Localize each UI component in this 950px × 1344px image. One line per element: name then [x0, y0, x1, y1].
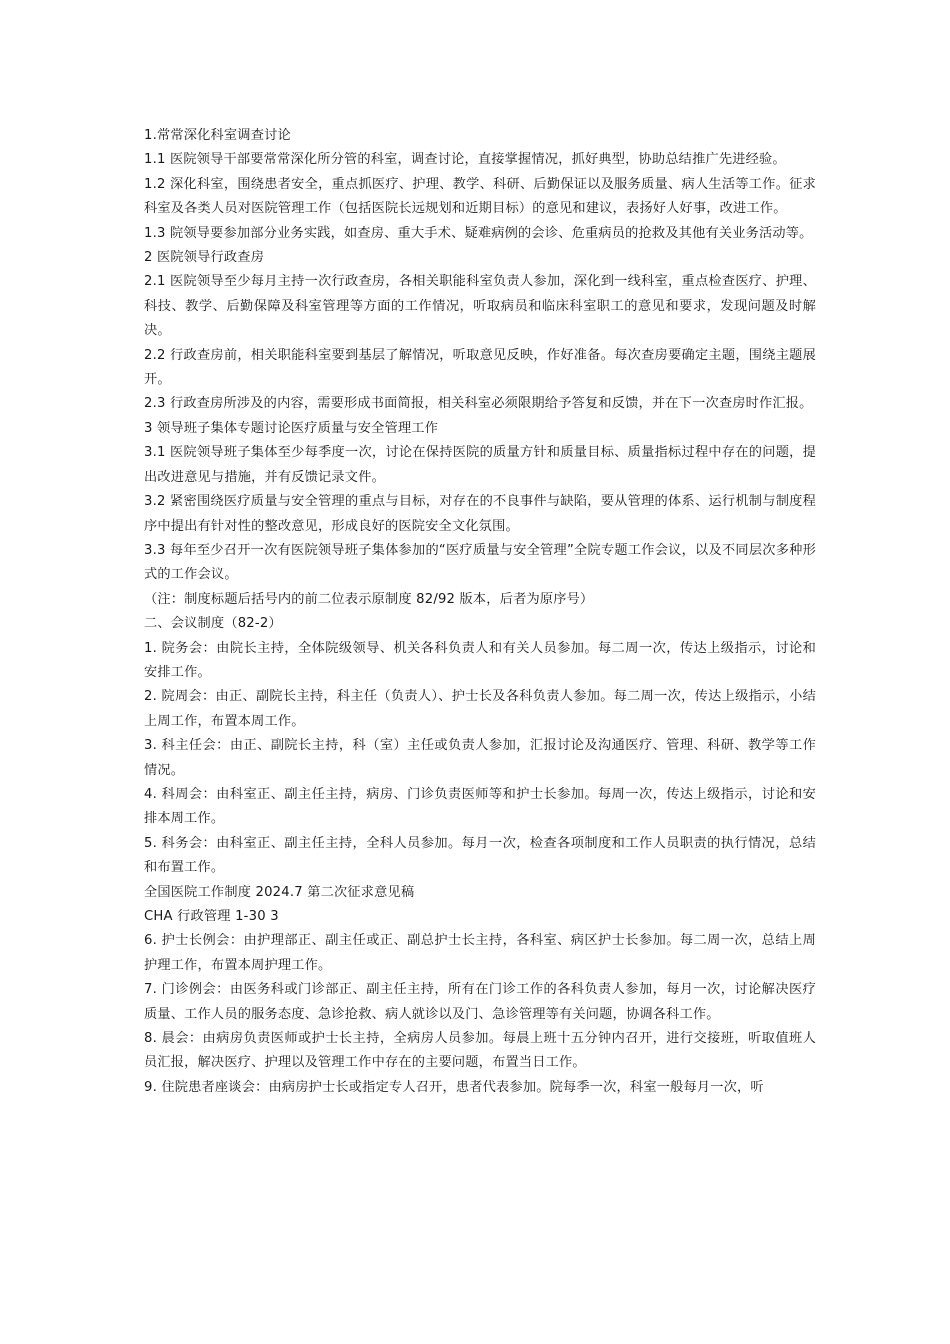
paragraph-2-2: 2.2 行政查房前，相关职能科室要到基层了解情况，听取意见反映，作好准备。每次查房要确定主题，围绕主题展开。	[144, 347, 816, 388]
heading-2: 2 医院领导行政查房	[144, 250, 265, 266]
meeting-item-6: 6. 护士长例会：由护理部正、副主任或正、副总护士长主持，各科室、病区护士长参加。每二周一次，总结上周护理工作，布置本周护理工作。	[144, 933, 816, 973]
paragraph-1-2: 1.2 深化科室，围绕患者安全，重点抓医疗、护理、教学、科研、后勤保证以及服务质量、病人生活等工作。征求科室及各类人员对医院管理工作（包括医院长远规划和近期目标）的意见和建议，表扬好人好事，改进工作。	[144, 176, 816, 217]
note: （注：制度标题后括号内的前二位表示原制度 82/92 版本，后者为原序号）	[144, 591, 594, 607]
meeting-item-2: 2. 院周会：由正、副院长主持，科主任（负责人）、护士长及各科负责人参加。每二周一次，传达上级指示，小结上周工作，布置本周工作。	[144, 689, 816, 729]
meeting-item-4: 4. 科周会：由科室正、副主任主持，病房、门诊负责医师等和护士长参加。每周一次，传达上级指示，讨论和安排本周工作。	[144, 786, 816, 827]
meeting-item-9: 9. 住院患者座谈会：由病房护士长或指定专人召开，患者代表参加。院每季一次，科室一般每月一次，听	[144, 1079, 764, 1095]
running-header: CHA 行政管理 1-30 3	[144, 909, 279, 924]
document-page	[144, 124, 816, 1100]
meeting-item-8: 8. 晨会：由病房负责医师或护士长主持，全病房人员参加。每晨上班十五分钟内召开，进行交接班，听取值班人员汇报，解决医疗、护理以及管理工作中存在的主要问题，布置当日工作。	[144, 1031, 816, 1071]
heading-3: 3 领导班子集体专题讨论医疗质量与安全管理工作	[144, 420, 439, 436]
heading-1: 1.常常深化科室调查讨论	[144, 128, 291, 143]
paragraph-3-2: 3.2 紧密围绕医疗质量与安全管理的重点与目标，对存在的不良事件与缺陷，要从管理的体系、运行机制与制度程序中提出有针对性的整改意见，形成良好的医院安全文化氛围。	[144, 494, 816, 534]
meeting-item-1: 1. 院务会：由院长主持，全体院级领导、机关各科负责人和有关人员参加。每二周一次，传达上级指示，讨论和安排工作。	[144, 640, 816, 680]
meeting-item-5: 5. 科务会：由科室正、副主任主持，全科人员参加。每月一次，检查各项制度和工作人员职责的执行情况，总结和布置工作。	[144, 835, 816, 876]
section-heading-meetings: 二、会议制度（82-2）	[144, 616, 282, 632]
paragraph-1-1: 1.1 医院领导干部要常常深化所分管的科室，调查讨论，直接掌握情况，抓好典型，协助总结推广先进经验。	[144, 152, 786, 168]
running-footer: 全国医院工作制度 2024.7 第二次征求意见稿	[144, 884, 415, 900]
meeting-item-3: 3. 科主任会：由正、副院长主持，科（室）主任或负责人参加，汇报讨论及沟通医疗、管理、科研、教学等工作情况。	[144, 738, 816, 778]
paragraph-2-3: 2.3 行政查房所涉及的内容，需要形成书面简报，相关科室必须限期给予答复和反馈，并在下一次查房时作汇报。	[144, 396, 813, 412]
paragraph-3-1: 3.1 医院领导班子集体至少每季度一次，讨论在保持医院的质量方针和质量目标、质量指标过程中存在的问题，提出改进意见与措施，并有反馈记录文件。	[144, 445, 816, 485]
paragraph-3-3: 3.3 每年至少召开一次有医院领导班子集体参加的“医疗质量与安全管理”全院专题工作会议，以及不同层次多种形式的工作会议。	[144, 542, 816, 583]
meeting-item-7: 7. 门诊例会：由医务科或门诊部正、副主任主持，所有在门诊工作的各科负责人参加，每月一次，讨论解决医疗质量、工作人员的服务态度、急诊抢救、病人就诊以及门、急诊管理等有关问题，协调各科工作。	[144, 982, 816, 1022]
paragraph-2-1: 2.1 医院领导至少每月主持一次行政查房，各相关职能科室负责人参加，深化到一线科室，重点检查医疗、护理、科技、教学、后勤保障及科室管理等方面的工作情况，听取病员和临床科室职工的意见和要求，发现问题及时解决。	[144, 274, 816, 339]
paragraph-1-3: 1.3 院领导要参加部分业务实践，如查房、重大手术、疑难病例的会诊、危重病员的抢救及其他有关业务活动等。	[144, 225, 813, 241]
